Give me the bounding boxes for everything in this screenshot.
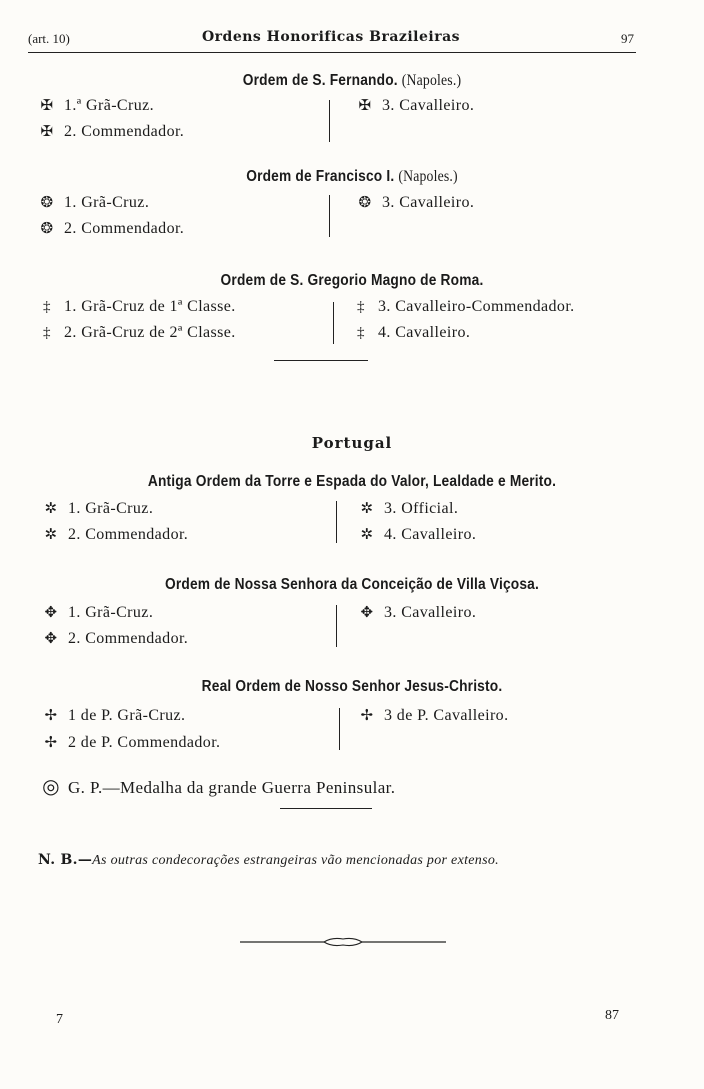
footer-page-number: 87 xyxy=(605,1008,619,1023)
section-rule xyxy=(280,808,372,809)
footnote-label: N. B.— xyxy=(38,852,93,868)
list-item xyxy=(36,122,184,144)
medal-item xyxy=(40,774,395,796)
list-item-text: 3. Cavalleiro-Commendador. xyxy=(378,298,575,315)
running-header xyxy=(28,27,634,53)
list-item xyxy=(356,706,508,728)
column-divider xyxy=(333,302,334,344)
cross-icon: ✠ xyxy=(40,98,54,114)
section-rule xyxy=(274,360,368,361)
country-heading: Portugal xyxy=(311,434,393,452)
star-cross-icon: ✲ xyxy=(44,527,58,543)
list-item-text: 1. Grã-Cruz. xyxy=(68,500,154,517)
list-item xyxy=(36,324,236,346)
double-cross-icon: ‡ xyxy=(43,299,51,315)
order-title-s-gregorio xyxy=(49,272,654,290)
cross-icon: ✠ xyxy=(40,124,54,140)
list-item xyxy=(350,324,470,346)
patriarchal-cross-icon: ✢ xyxy=(44,735,58,751)
list-item-text: 1 de P. Grã-Cruz. xyxy=(68,707,186,724)
star-medal-icon: ❂ xyxy=(40,221,54,237)
header-rule xyxy=(28,52,636,53)
maltese-cross-icon: ✥ xyxy=(44,631,58,647)
order-title-jesus-christo xyxy=(49,678,654,696)
order-title-text: Antiga Ordem da Torre e Espada do Valor, Lealdade e Merito. xyxy=(147,473,557,490)
order-title-s-fernando xyxy=(49,72,654,90)
list-item xyxy=(356,499,458,521)
list-item-text: 1. Grã-Cruz de 1ª Classe. xyxy=(64,298,236,315)
star-cross-icon: ✲ xyxy=(44,501,58,517)
order-title-text: Real Ordem de Nosso Senhor Jesus-Christo. xyxy=(201,678,503,695)
signature-mark: 7 xyxy=(56,1012,63,1027)
cross-icon: ✠ xyxy=(358,98,372,114)
star-medal-icon: ❂ xyxy=(40,195,54,211)
list-item-text: 1. Grã-Cruz. xyxy=(64,194,150,211)
double-cross-icon: ‡ xyxy=(43,325,51,341)
list-item-text: 2. Commendador. xyxy=(68,526,189,543)
list-item xyxy=(36,219,184,241)
list-item xyxy=(40,733,220,755)
list-item-text: 3. Cavalleiro. xyxy=(384,604,477,621)
order-title-text: Ordem de Nossa Senhora da Conceição de Villa Viçosa. xyxy=(165,576,539,593)
medal-text: G. P.—Medalha da grande Guerra Peninsular. xyxy=(68,778,396,797)
header-article: (art. 10) xyxy=(28,31,70,46)
list-item-text: 2. Commendador. xyxy=(68,630,189,647)
list-item xyxy=(36,96,154,118)
list-item-text: 3. Cavalleiro. xyxy=(382,97,475,114)
list-item-text: 3. Official. xyxy=(384,500,459,517)
order-title-paren: (Napoles.) xyxy=(398,168,458,185)
column-divider xyxy=(336,501,337,543)
medal-icon: ◎ xyxy=(42,776,60,798)
list-item-text: 2. Grã-Cruz de 2ª Classe. xyxy=(64,324,236,341)
order-title-torre-espada xyxy=(49,473,654,491)
list-item xyxy=(40,499,153,521)
list-item-text: 4. Cavalleiro. xyxy=(378,324,471,341)
star-cross-icon: ✲ xyxy=(360,527,374,543)
star-cross-icon: ✲ xyxy=(360,501,374,517)
list-item-text: 2. Commendador. xyxy=(64,123,185,140)
column-divider xyxy=(336,605,337,647)
list-item-text: 2 de P. Commendador. xyxy=(68,734,221,751)
list-item xyxy=(356,525,476,547)
column-divider xyxy=(339,708,340,750)
order-title-text: Ordem de S. Fernando. xyxy=(242,72,398,89)
list-item-text: 4. Cavalleiro. xyxy=(384,526,477,543)
list-item xyxy=(354,96,474,118)
footnote-text: As outras condecorações estrangeiras vão mencionadas por extenso. xyxy=(92,853,499,868)
list-item-text: 1.ª Grã-Cruz. xyxy=(64,97,155,114)
list-item-text: 3 de P. Cavalleiro. xyxy=(384,707,509,724)
list-item xyxy=(36,298,236,320)
order-title-text: Ordem de Francisco I. xyxy=(246,168,395,185)
list-item-text: 1. Grã-Cruz. xyxy=(68,604,154,621)
list-item xyxy=(40,629,188,651)
header-page-number: 97 xyxy=(621,31,634,46)
order-title-francisco-i xyxy=(49,168,654,186)
list-item xyxy=(354,193,474,215)
list-item xyxy=(40,603,153,625)
ornament-rule xyxy=(240,935,446,949)
patriarchal-cross-icon: ✢ xyxy=(360,708,374,724)
star-medal-icon: ❂ xyxy=(358,195,372,211)
list-item xyxy=(356,603,476,625)
double-cross-icon: ‡ xyxy=(357,299,365,315)
order-title-conceicao xyxy=(49,576,654,594)
header-title: Ordens Honorificas Brazileiras xyxy=(201,29,461,45)
list-item-text: 3. Cavalleiro. xyxy=(382,194,475,211)
column-divider xyxy=(329,100,330,142)
list-item xyxy=(36,193,149,215)
footnote xyxy=(38,852,499,869)
double-cross-icon: ‡ xyxy=(357,325,365,341)
maltese-cross-icon: ✥ xyxy=(44,605,58,621)
list-item xyxy=(350,298,575,320)
column-divider xyxy=(329,195,330,237)
list-item xyxy=(40,525,188,547)
list-item-text: 2. Commendador. xyxy=(64,220,185,237)
order-title-paren: (Napoles.) xyxy=(401,72,462,89)
order-title-text: Ordem de S. Gregorio Magno de Roma. xyxy=(220,272,484,289)
maltese-cross-icon: ✥ xyxy=(360,605,374,621)
patriarchal-cross-icon: ✢ xyxy=(44,708,58,724)
list-item xyxy=(40,706,185,728)
